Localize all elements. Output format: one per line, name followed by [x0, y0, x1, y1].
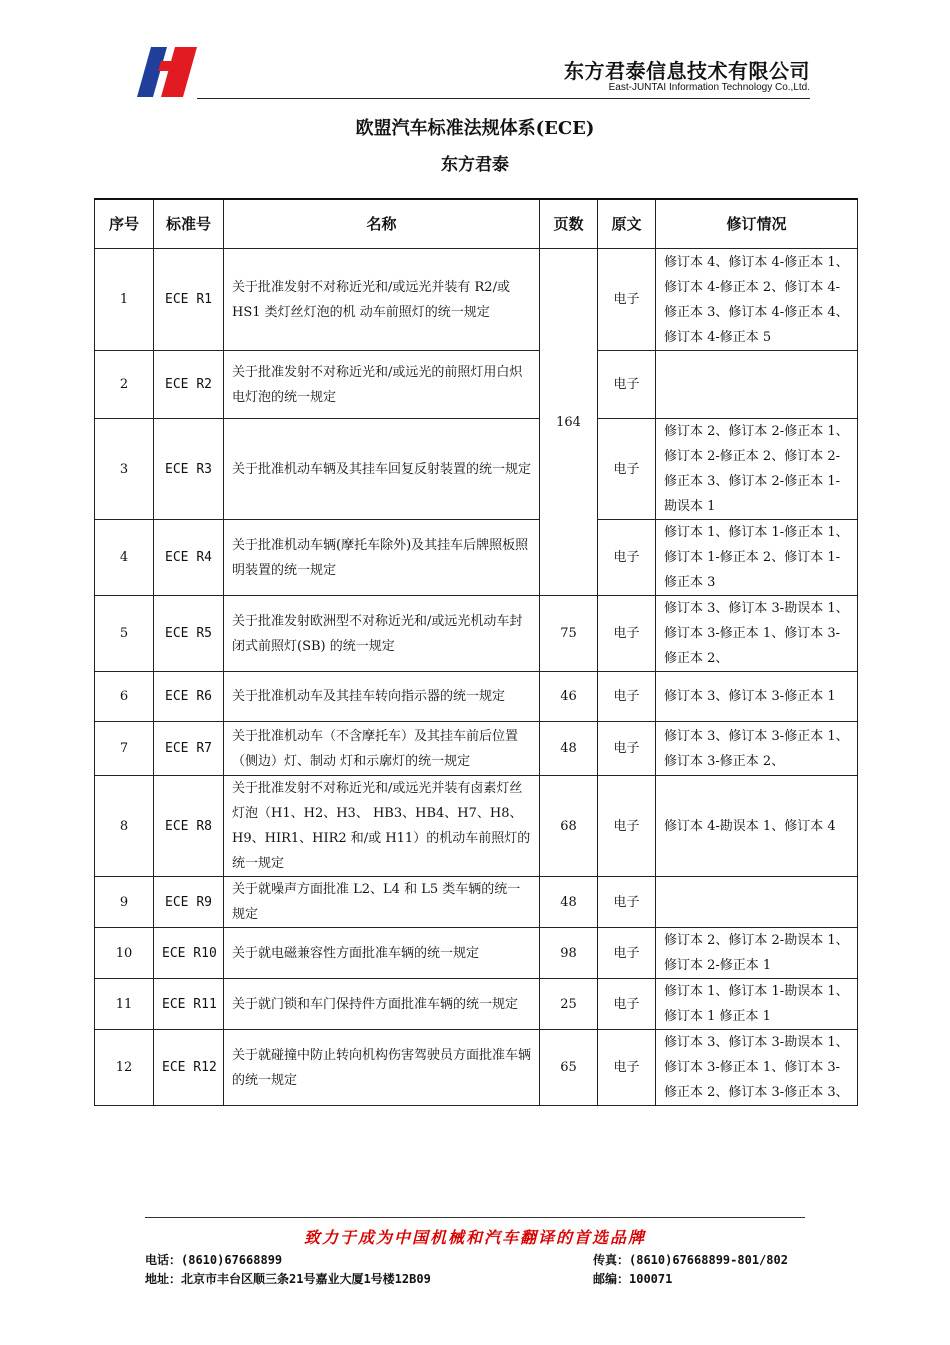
table-row: [95, 672, 858, 722]
header-divider: [197, 98, 810, 99]
row-no: 7: [95, 722, 154, 776]
company-name-en: East-JUNTAI Information Technology Co.,Ltd.: [608, 82, 810, 93]
row-revision: 修订本 1、修订本 1-修正本 1、修订本 1-修正本 2、修订本 1-修正本 3: [656, 520, 858, 596]
table-row: [95, 419, 858, 520]
row-name: 关于批准发射不对称近光和/或远光并装有 R2/或 HS1 类灯丝灯泡的机 动车前照灯的统一规定: [224, 249, 540, 351]
row-name: 关于就电磁兼容性方面批准车辆的统一规定: [224, 928, 540, 979]
row-standard: ECE R8: [154, 776, 224, 877]
standards-table: [94, 198, 858, 1106]
row-original: 电子: [598, 1030, 656, 1106]
row-pages: 25: [540, 979, 598, 1030]
row-pages: 48: [540, 722, 598, 776]
row-name: 关于批准机动车（不含摩托车）及其挂车前后位置（侧边）灯、制动 灯和示廓灯的统一规定: [224, 722, 540, 776]
row-name: 关于批准发射不对称近光和/或远光并装有卤素灯丝灯泡（H1、H2、H3、 HB3、HB4、H7、H8、H9、HIR1、HIR2 和/或 H11）的机动车前照灯的统一规定: [224, 776, 540, 877]
row-no: 9: [95, 877, 154, 928]
row-no: 8: [95, 776, 154, 877]
row-revision: [656, 351, 858, 419]
header-no: 序号: [95, 199, 154, 249]
row-standard: ECE R1: [154, 249, 224, 351]
document-title: 欧盟汽车标准法规体系(ECE): [355, 118, 595, 139]
table-header-row: [95, 199, 858, 249]
row-standard: ECE R4: [154, 520, 224, 596]
table-row: [95, 722, 858, 776]
row-revision: 修订本 3、修订本 3-勘误本 1、修订本 3-修正本 1、修订本 3-修正本 2、: [656, 596, 858, 672]
row-revision: [656, 877, 858, 928]
row-standard: ECE R9: [154, 877, 224, 928]
row-revision: 修订本 3、修订本 3-勘误本 1、修订本 3-修正本 1、修订本 3-修正本 2、修订本 3-修正本 3、: [656, 1030, 858, 1106]
footer-address: 地址：北京市丰台区顺三条21号嘉业大厦1号楼12B09: [145, 1272, 431, 1286]
row-standard: ECE R5: [154, 596, 224, 672]
row-pages: 68: [540, 776, 598, 877]
row-original: 电子: [598, 722, 656, 776]
row-standard: ECE R6: [154, 672, 224, 722]
row-standard: ECE R2: [154, 351, 224, 419]
row-standard: ECE R7: [154, 722, 224, 776]
table-row: [95, 979, 858, 1030]
row-standard: ECE R10: [154, 928, 224, 979]
row-pages: 48: [540, 877, 598, 928]
table-row: [95, 928, 858, 979]
row-original: 电子: [598, 520, 656, 596]
company-name-cn: 东方君泰信息技术有限公司: [564, 59, 810, 83]
row-revision: 修订本 2、修订本 2-勘误本 1、修订本 2-修正本 1: [656, 928, 858, 979]
row-original: 电子: [598, 596, 656, 672]
company-logo: [135, 47, 197, 97]
row-no: 6: [95, 672, 154, 722]
row-revision: 修订本 3、修订本 3-修正本 1、修订本 3-修正本 2、: [656, 722, 858, 776]
document-subtitle: 东方君泰: [441, 155, 509, 175]
row-standard: ECE R11: [154, 979, 224, 1030]
row-no: 5: [95, 596, 154, 672]
row-original: 电子: [598, 672, 656, 722]
header-standard: 标准号: [154, 199, 224, 249]
row-original: 电子: [598, 979, 656, 1030]
table-row: [95, 877, 858, 928]
row-original: 电子: [598, 249, 656, 351]
table-row: [95, 520, 858, 596]
row-no: 11: [95, 979, 154, 1030]
row-original: 电子: [598, 419, 656, 520]
row-standard: ECE R3: [154, 419, 224, 520]
row-original: 电子: [598, 351, 656, 419]
footer-fax: 传真：(8610)67668899-801/802: [593, 1253, 788, 1267]
row-standard: ECE R12: [154, 1030, 224, 1106]
table-row: [95, 249, 858, 351]
header-name: 名称: [224, 199, 540, 249]
row-revision: 修订本 3、修订本 3-修正本 1: [656, 672, 858, 722]
row-name: 关于批准发射欧洲型不对称近光和/或远光机动车封闭式前照灯(SB) 的统一规定: [224, 596, 540, 672]
header-revision: 修订情况: [656, 199, 858, 249]
row-original: 电子: [598, 877, 656, 928]
row-no: 4: [95, 520, 154, 596]
row-revision: 修订本 2、修订本 2-修正本 1、修订本 2-修正本 2、修订本 2-修正本 3、修订本 2-修正本 1-勘误本 1: [656, 419, 858, 520]
footer-postcode: 邮编：100071: [593, 1272, 673, 1286]
footer-divider: [145, 1217, 805, 1218]
page-header: [0, 0, 950, 110]
row-pages: 65: [540, 1030, 598, 1106]
row-original: 电子: [598, 776, 656, 877]
footer-slogan: 致力于成为中国机械和汽车翻译的首选品牌: [303, 1228, 646, 1247]
header-original: 原文: [598, 199, 656, 249]
row-name: 关于批准发射不对称近光和/或远光的前照灯用白炽电灯泡的统一规定: [224, 351, 540, 419]
row-revision: 修订本 4、修订本 4-修正本 1、修订本 4-修正本 2、修订本 4-修正本 3、修订本 4-修正本 4、修订本 4-修正本 5: [656, 249, 858, 351]
row-pages: 75: [540, 596, 598, 672]
row-name: 关于批准机动车及其挂车转向指示器的统一规定: [224, 672, 540, 722]
table-row: [95, 1030, 858, 1106]
table-row: [95, 351, 858, 419]
header-pages: 页数: [540, 199, 598, 249]
row-pages: 98: [540, 928, 598, 979]
row-no: 3: [95, 419, 154, 520]
row-no: 12: [95, 1030, 154, 1106]
row-pages: 164: [540, 249, 598, 596]
table-row: [95, 776, 858, 877]
row-revision: 修订本 1、修订本 1-勘误本 1、修订本 1 修正本 1: [656, 979, 858, 1030]
row-name: 关于批准机动车辆(摩托车除外)及其挂车后牌照板照明装置的统一规定: [224, 520, 540, 596]
footer-phone: 电话：(8610)67668899: [145, 1253, 283, 1267]
row-original: 电子: [598, 928, 656, 979]
row-revision: 修订本 4-勘误本 1、修订本 4: [656, 776, 858, 877]
row-name: 关于就噪声方面批准 L2、L4 和 L5 类车辆的统一规定: [224, 877, 540, 928]
row-name: 关于就门锁和车门保持件方面批准车辆的统一规定: [224, 979, 540, 1030]
row-name: 关于就碰撞中防止转向机构伤害驾驶员方面批准车辆的统一规定: [224, 1030, 540, 1106]
row-no: 1: [95, 249, 154, 351]
row-no: 10: [95, 928, 154, 979]
table-row: [95, 596, 858, 672]
row-pages: 46: [540, 672, 598, 722]
row-no: 2: [95, 351, 154, 419]
row-name: 关于批准机动车辆及其挂车回复反射装置的统一规定: [224, 419, 540, 520]
